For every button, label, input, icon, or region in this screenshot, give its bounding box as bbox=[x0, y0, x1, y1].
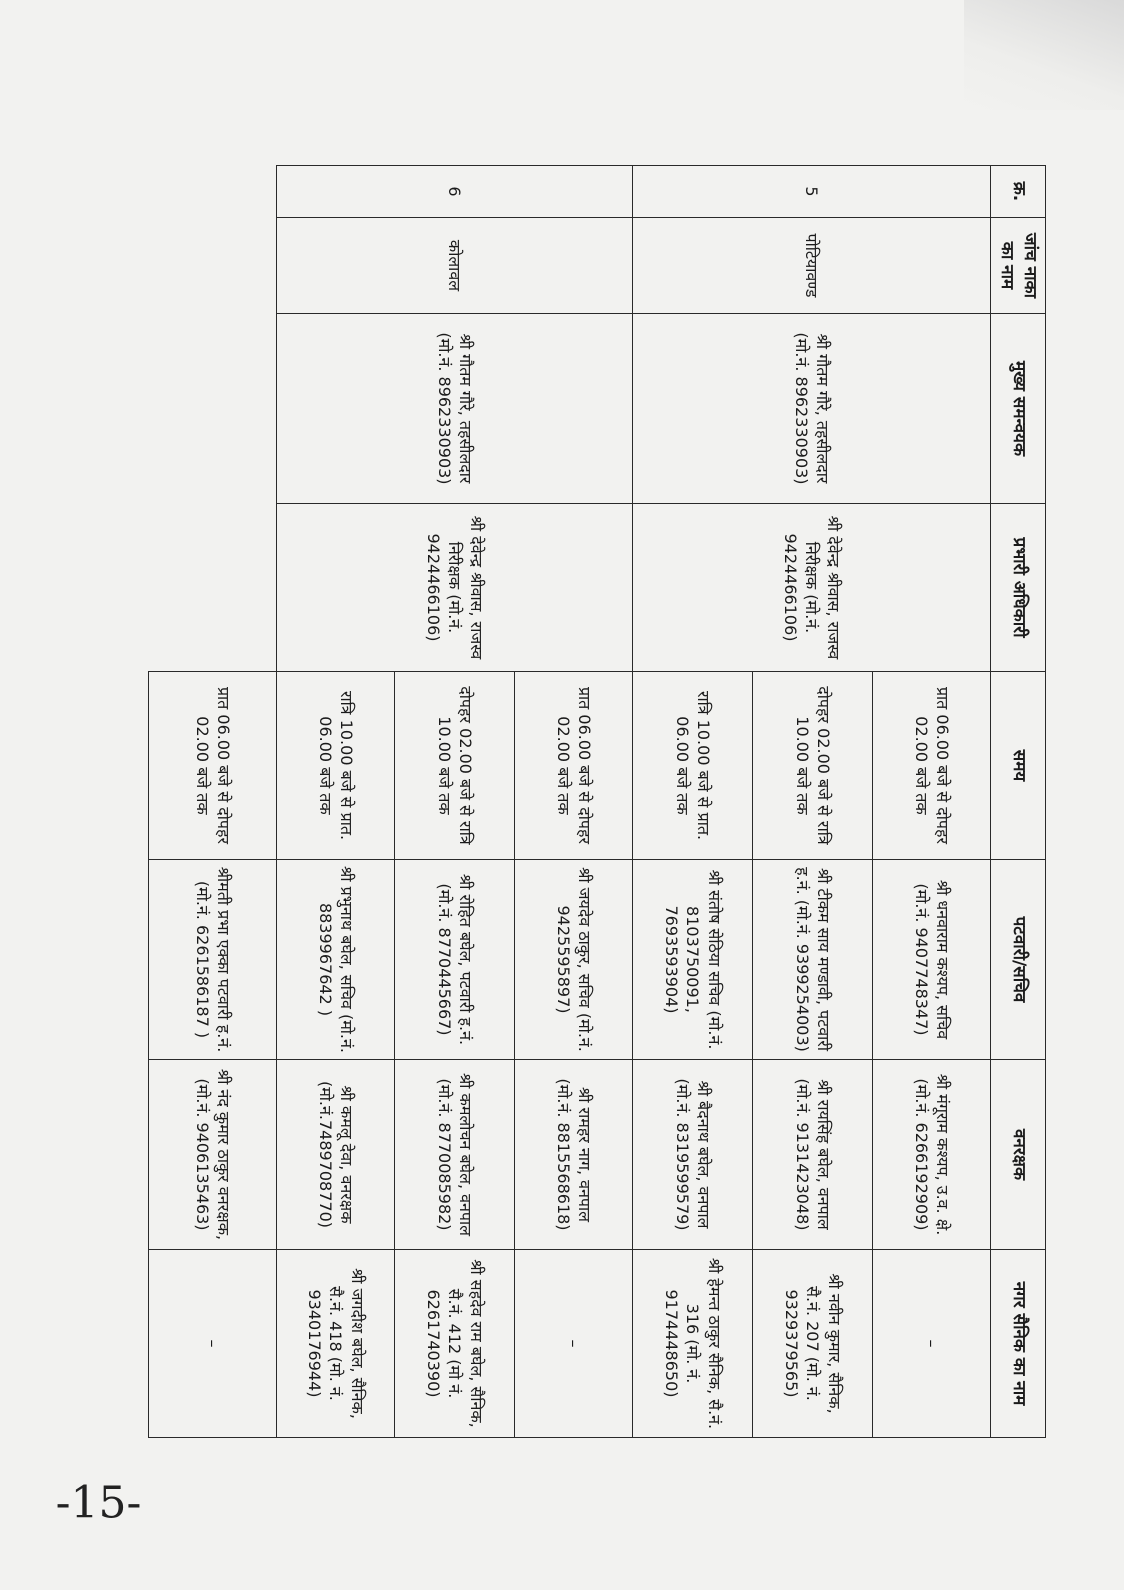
table-row bbox=[873, 166, 991, 1438]
table-header-row bbox=[991, 166, 1046, 1438]
time-cell: रात्रि 10.00 बजे से प्रात. 06.00 बजे तक bbox=[277, 672, 395, 860]
patwari-cell: श्री धनवाराम कश्यप, सचिव (मो.नं. 9407748347) bbox=[873, 860, 991, 1060]
empty-cell bbox=[149, 314, 277, 504]
time-cell: प्रात 06.00 बजे से दोपहर 02.00 बजे तक bbox=[873, 672, 991, 860]
patwari-cell: श्री प्रभुनाथ बघेल, सचिव (मो.नं. 8839967642 ) bbox=[277, 860, 395, 1060]
forest-guard-cell: श्री रायसिंह बघेल, वनपाल (मो.नं. 9131423048) bbox=[753, 1060, 873, 1250]
time-cell: दोपहर 02.00 बजे से रात्रि 10.00 बजे तक bbox=[395, 672, 515, 860]
home-guard-cell: श्री सहदेव राम बघेल, सैनिक, सै.नं. 412 (मो नं. 6261740390) bbox=[395, 1250, 515, 1438]
header-naka-name: जांच नाका का नाम bbox=[991, 218, 1046, 314]
header-time: समय bbox=[991, 672, 1046, 860]
patwari-cell: श्री रोहित बघेल, पटवारी ह.नं. (मो.नं. 8770445667) bbox=[395, 860, 515, 1060]
forest-guard-cell: श्री रामहर नाग, वनपाल (मो.नं. 8815568618) bbox=[515, 1060, 633, 1250]
home-guard-cell: – bbox=[873, 1250, 991, 1438]
home-guard-cell: श्री नवीन कुमार, सैनिक, सै.नं. 207 (मो. नं. 9329379565) bbox=[753, 1250, 873, 1438]
forest-guard-cell: श्री नंद कुमार ठाकुर वनरक्षक, (मो.नं. 9406135463) bbox=[149, 1060, 277, 1250]
patwari-cell: श्री टीकम साय मण्डावी, पटवारी ह.नं. (मो.नं. 9399254003) bbox=[753, 860, 873, 1060]
patwari-cell: श्रीमती प्रभा एक्का पटवारी ह.नं. (मो.नं. 6261586187 ) bbox=[149, 860, 277, 1060]
home-guard-cell: – bbox=[515, 1250, 633, 1438]
patwari-cell: श्री जयदेव ठाकुर, सचिव (मो.नं. 9425595897) bbox=[515, 860, 633, 1060]
officer-in-charge-cell: श्री देवेन्द्र श्रीवास, राजस्व निरीक्षक (मो.नं. 9424466106) bbox=[633, 504, 991, 672]
naka-name-cell: कोलावल bbox=[277, 218, 633, 314]
header-chief-coordinator: मुख्य समन्वयक bbox=[991, 314, 1046, 504]
header-forest-guard: वनरक्षक bbox=[991, 1060, 1046, 1250]
time-cell: रात्रि 10.00 बजे से प्रात. 06.00 बजे तक bbox=[633, 672, 753, 860]
chief-coordinator-cell: श्री गौतम गौरे, तहसीलदार (मो.नं. 8962330903) bbox=[633, 314, 991, 504]
table-row bbox=[515, 166, 633, 1438]
header-patwari-secretary: पटवारी/सचिव bbox=[991, 860, 1046, 1060]
forest-guard-cell: श्री मंगूराम कश्यप, उ.व. क्षे. (मो.नं. 6266192909) bbox=[873, 1060, 991, 1250]
time-cell: प्रात 06.00 बजे से दोपहर 02.00 बजे तक bbox=[515, 672, 633, 860]
time-cell: दोपहर 02.00 बजे से रात्रि 10.00 बजे तक bbox=[753, 672, 873, 860]
empty-cell bbox=[149, 504, 277, 672]
home-guard-cell: – bbox=[149, 1250, 277, 1438]
time-cell: प्रात 06.00 बजे से दोपहर 02.00 बजे तक bbox=[149, 672, 277, 860]
chief-coordinator-cell: श्री गौतम गौरे, तहसीलदार (मो.नं. 8962330903) bbox=[277, 314, 633, 504]
home-guard-cell: श्री जगदीश बघेल, सैनिक, सै.नं. 418 (मो. नं. 9340176944) bbox=[277, 1250, 395, 1438]
naka-name-cell: पोटियावण्ड bbox=[633, 218, 991, 314]
page-number-mark: -15- bbox=[55, 1477, 142, 1529]
header-sr: क्र. bbox=[991, 166, 1046, 218]
officer-in-charge-cell: श्री देवेन्द्र श्रीवास, राजस्व निरीक्षक (मो.नं. 9424466106) bbox=[277, 504, 633, 672]
checkpost-duty-table bbox=[148, 165, 1046, 1438]
header-home-guard: नगर सैनिक का नाम bbox=[991, 1250, 1046, 1438]
sr-cell: 5 bbox=[633, 166, 991, 218]
forest-guard-cell: श्री बैदनाथ बघेल, वनपाल (मो.नं. 8319599579) bbox=[633, 1060, 753, 1250]
empty-cell bbox=[149, 166, 277, 218]
forest-guard-cell: श्री कमलू देवा, वनरक्षक (मो.नं.7489708770) bbox=[277, 1060, 395, 1250]
sr-cell: 6 bbox=[277, 166, 633, 218]
patwari-cell: श्री संतोष सेठिया सचिव (मो.नं. 8103750091, 7693593904) bbox=[633, 860, 753, 1060]
forest-guard-cell: श्री कमलोचन बघेल, वनपाल (मो.नं. 8770085982) bbox=[395, 1060, 515, 1250]
home-guard-cell: श्री हेमन्त ठाकुर सैनिक, सै.नं. 316 (मो. नं. 9174448650) bbox=[633, 1250, 753, 1438]
header-officer-in-charge: प्रभारी अधिकारी bbox=[991, 504, 1046, 672]
table-row bbox=[149, 166, 277, 1438]
empty-cell bbox=[149, 218, 277, 314]
